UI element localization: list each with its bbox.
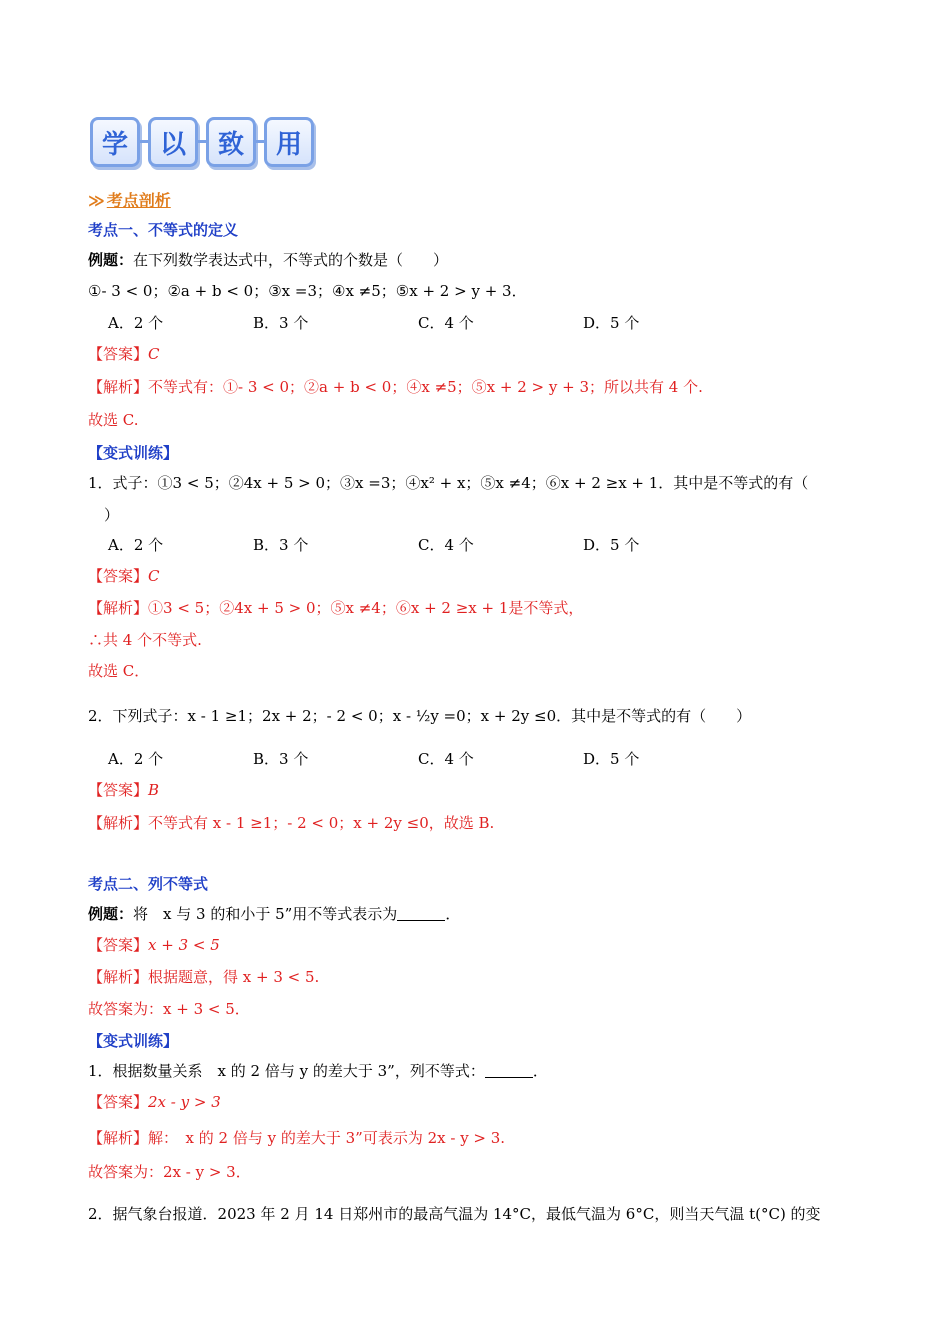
example-line bbox=[88, 250, 448, 270]
analysis-line bbox=[88, 377, 703, 397]
analysis-label: 【解析】 bbox=[88, 814, 149, 832]
analysis-text: 不等式有 x - 1 ≥1；- 2 < 0；x + 2y ≤0，故选 B. bbox=[148, 814, 495, 832]
option-a: A．2 个 bbox=[108, 314, 164, 332]
option-b: B．3 个 bbox=[253, 314, 309, 332]
option-d: D．5 个 bbox=[583, 314, 640, 332]
answer-line bbox=[88, 566, 160, 586]
example-end: ． bbox=[445, 905, 461, 923]
header-tiles bbox=[90, 117, 320, 173]
header-tile: 用 bbox=[264, 117, 314, 167]
question-text: 根据数量关系 x 的 2 倍与 y 的差大于 3”，列不等式： bbox=[112, 1062, 485, 1080]
answer-label: 【答案】 bbox=[88, 781, 149, 799]
conclusion-line: 故选 C. bbox=[88, 411, 139, 429]
question-line bbox=[88, 706, 751, 726]
question-number: 1． bbox=[88, 474, 113, 492]
answer-value: B bbox=[148, 781, 160, 799]
variant-training-label: 【变式训练】 bbox=[88, 1032, 179, 1050]
analysis-label: 【解析】 bbox=[88, 968, 149, 986]
analysis-line bbox=[88, 967, 319, 987]
answer-label: 【答案】 bbox=[88, 936, 149, 954]
analysis-text: ①3 < 5；②4x + 5 > 0；⑤x ≠4；⑥x + 2 ≥x + 1是不等式， bbox=[148, 599, 584, 617]
analysis-label: 【解析】 bbox=[88, 378, 149, 396]
question-line bbox=[88, 1061, 548, 1081]
question-number: 1． bbox=[88, 1062, 113, 1080]
question-text: 据气象台报道．2023 年 2 月 14 日郑州市的最高气温为 14°C，最低气温为 6°C，则当天气温 t(°C) 的变 bbox=[112, 1205, 821, 1223]
answer-line bbox=[88, 935, 220, 955]
option-b: B．3 个 bbox=[253, 750, 309, 768]
example-label: 例题： bbox=[88, 251, 134, 269]
answer-line bbox=[88, 780, 159, 800]
example-text: 将 x 与 3 的和小于 5”用不等式表示为 bbox=[133, 905, 398, 923]
option-c: C．4 个 bbox=[418, 314, 474, 332]
option-c: C．4 个 bbox=[418, 750, 474, 768]
point-title: 考点二、列不等式 bbox=[88, 875, 209, 893]
analysis-text: 根据题意，得 x + 3 < 5. bbox=[148, 968, 320, 986]
analysis-label: 【解析】 bbox=[88, 599, 149, 617]
section-header bbox=[88, 188, 171, 211]
answer-value: x + 3 < 5 bbox=[148, 936, 220, 954]
question-number: 2． bbox=[88, 1205, 113, 1223]
option-c: C．4 个 bbox=[418, 536, 474, 554]
option-a: A．2 个 bbox=[108, 750, 164, 768]
analysis-text: 解： x 的 2 倍与 y 的差大于 3”可表示为 2x - y > 3. bbox=[148, 1129, 506, 1147]
header-tile: 以 bbox=[148, 117, 198, 167]
question-line bbox=[88, 1204, 821, 1224]
analysis-text: 不等式有：①- 3 < 0；②a + b < 0；④x ≠5；⑤x + 2 > y + 3；所以共有 4 个. bbox=[148, 378, 703, 396]
option-d: D．5 个 bbox=[583, 536, 640, 554]
answer-line bbox=[88, 344, 160, 364]
analysis-line bbox=[88, 813, 494, 833]
therefore-line: ∴共 4 个不等式. bbox=[88, 631, 202, 649]
option-d: D．5 个 bbox=[583, 750, 640, 768]
option-b: B．3 个 bbox=[253, 536, 309, 554]
example-text: 在下列数学表达式中，不等式的个数是（ ） bbox=[133, 251, 449, 269]
question-line bbox=[88, 473, 808, 493]
question-number: 2． bbox=[88, 707, 113, 725]
question-text: 式子：①3 < 5；②4x + 5 > 0；③x =3；④x² + x；⑤x ≠4；⑥x + 2 ≥x + 1．其中是不等式的有（ bbox=[112, 474, 809, 492]
answer-value: 2x - y > 3 bbox=[148, 1093, 221, 1111]
question-text: 下列式子：x - 1 ≥1；2x + 2；- 2 < 0；x - ½y =0；x + 2y ≤0．其中是不等式的有（ ） bbox=[112, 707, 752, 725]
expression-list: ①- 3 < 0；②a + b < 0；③x =3；④x ≠5；⑤x + 2 > y + 3． bbox=[88, 282, 527, 300]
question-text-cont: ） bbox=[104, 506, 120, 524]
section-title: 考点剖析 bbox=[106, 191, 171, 210]
answer-value: C bbox=[148, 567, 160, 585]
example-label: 例题： bbox=[88, 905, 134, 923]
example-line bbox=[88, 904, 460, 924]
answer-blank bbox=[397, 906, 445, 921]
header-tile: 致 bbox=[206, 117, 256, 167]
conclusion-line: 故选 C． bbox=[88, 662, 150, 680]
header-tile: 学 bbox=[90, 117, 140, 167]
conclusion-line: 故答案为：x + 3 < 5． bbox=[88, 1000, 250, 1018]
answer-blank bbox=[485, 1063, 533, 1078]
answer-line bbox=[88, 1092, 221, 1112]
conclusion-line: 故答案为：2x - y > 3． bbox=[88, 1163, 251, 1181]
question-end: ． bbox=[532, 1062, 548, 1080]
answer-label: 【答案】 bbox=[88, 567, 149, 585]
answer-value: C bbox=[148, 345, 160, 363]
analysis-line bbox=[88, 598, 583, 618]
analysis-label: 【解析】 bbox=[88, 1129, 149, 1147]
double-chevron-icon: ≫ bbox=[88, 191, 101, 210]
answer-label: 【答案】 bbox=[88, 345, 149, 363]
option-a: A．2 个 bbox=[108, 536, 164, 554]
point-title: 考点一、不等式的定义 bbox=[88, 221, 239, 239]
variant-training-label: 【变式训练】 bbox=[88, 444, 179, 462]
answer-label: 【答案】 bbox=[88, 1093, 149, 1111]
analysis-line bbox=[88, 1128, 505, 1148]
